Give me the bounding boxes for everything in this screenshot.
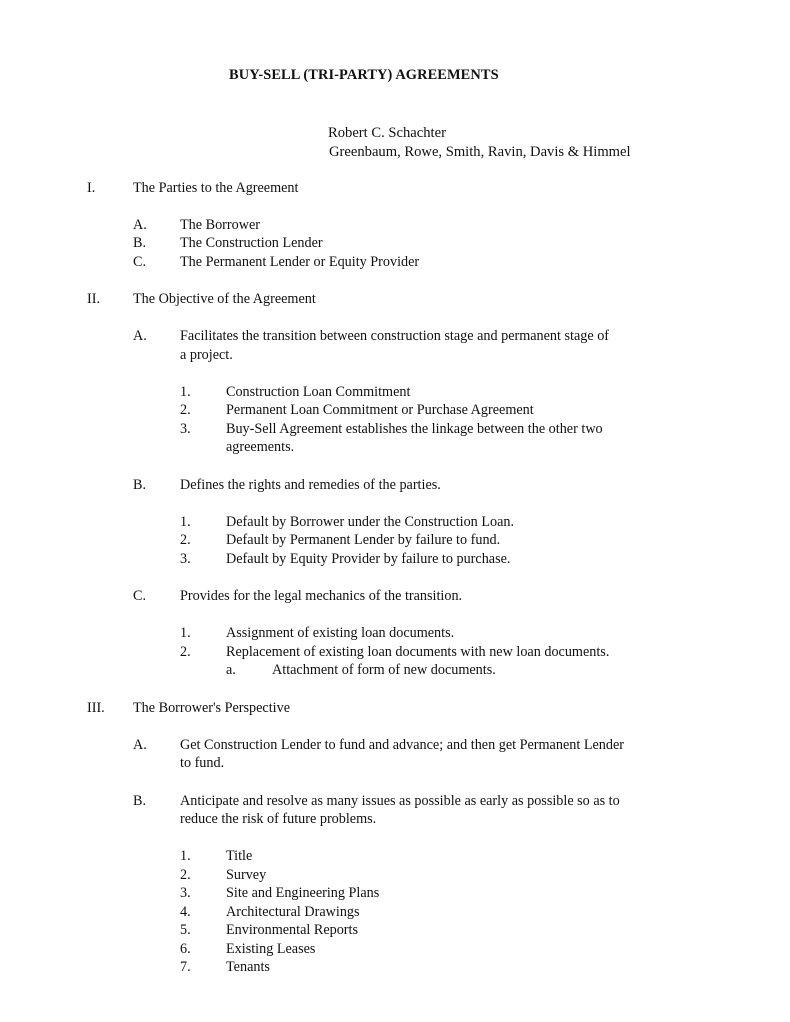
subitem-label: 2. xyxy=(180,532,191,548)
subitem-label: 3. xyxy=(180,421,191,437)
subitem: Default by Equity Provider by failure to purchase. xyxy=(226,551,511,567)
subitem-label: 1. xyxy=(180,514,191,530)
subitem: Assignment of existing loan documents. xyxy=(226,625,455,641)
section-heading: The Borrower's Perspective xyxy=(133,700,290,716)
subitem-label: 3. xyxy=(180,885,191,901)
subsubitem-label: a. xyxy=(226,662,236,678)
subitem-label: 4. xyxy=(180,904,191,920)
subitem-label: 1. xyxy=(180,625,191,641)
list-item: Facilitates the transition between construction stage and permanent stage of xyxy=(180,328,610,344)
subitem: Site and Engineering Plans xyxy=(226,885,380,901)
author-name: Robert C. Schachter xyxy=(328,125,446,141)
list-item: The Borrower xyxy=(180,217,260,233)
section-number: III. xyxy=(87,700,105,716)
item-label: B. xyxy=(133,793,147,809)
subitem: Buy-Sell Agreement establishes the linkage between the other two xyxy=(226,421,603,437)
list-item: The Construction Lender xyxy=(180,235,323,251)
subitem-label: 6. xyxy=(180,941,191,957)
subitem-continuation: agreements. xyxy=(226,439,295,455)
section-number: I. xyxy=(87,180,96,196)
subsubitem: Attachment of form of new documents. xyxy=(272,662,496,678)
subitem: Permanent Loan Commitment or Purchase Agreement xyxy=(226,402,534,418)
list-item: The Permanent Lender or Equity Provider xyxy=(180,254,420,270)
subitem: Existing Leases xyxy=(226,941,316,957)
subitem: Construction Loan Commitment xyxy=(226,384,411,400)
subitem-label: 5. xyxy=(180,922,191,938)
subitem: Title xyxy=(226,848,253,864)
list-item-continuation: a project. xyxy=(180,347,233,363)
subitem-label: 2. xyxy=(180,402,191,418)
subitem-label: 1. xyxy=(180,848,191,864)
item-label: C. xyxy=(133,588,147,604)
item-label: B. xyxy=(133,235,147,251)
subitem-label: 1. xyxy=(180,384,191,400)
list-item: Get Construction Lender to fund and advance; and then get Permanent Lender xyxy=(180,737,624,753)
subitem: Replacement of existing loan documents with new loan documents. xyxy=(226,644,610,660)
subitem-label: 2. xyxy=(180,644,191,660)
item-label: C. xyxy=(133,254,147,270)
list-item: Provides for the legal mechanics of the transition. xyxy=(180,588,463,604)
list-item: Defines the rights and remedies of the parties. xyxy=(180,477,441,493)
subitem-label: 3. xyxy=(180,551,191,567)
item-label: B. xyxy=(133,477,147,493)
list-item: Anticipate and resolve as many issues as possible as early as possible so as to xyxy=(180,793,620,809)
subitem: Environmental Reports xyxy=(226,922,358,938)
section-number: II. xyxy=(87,291,100,307)
list-item-continuation: to fund. xyxy=(180,755,225,771)
item-label: A. xyxy=(133,328,147,344)
section-heading: The Objective of the Agreement xyxy=(133,291,316,307)
subitem-label: 7. xyxy=(180,959,191,975)
list-item-continuation: reduce the risk of future problems. xyxy=(180,811,377,827)
subitem: Default by Borrower under the Construction Loan. xyxy=(226,514,515,530)
section-heading: The Parties to the Agreement xyxy=(133,180,299,196)
subitem: Tenants xyxy=(226,959,270,975)
document-title: BUY-SELL (TRI-PARTY) AGREEMENTS xyxy=(229,67,499,83)
law-firm-name: Greenbaum, Rowe, Smith, Ravin, Davis & Himmel xyxy=(329,144,631,160)
subitem: Default by Permanent Lender by failure to fund. xyxy=(226,532,501,548)
subitem-label: 2. xyxy=(180,867,191,883)
item-label: A. xyxy=(133,217,147,233)
item-label: A. xyxy=(133,737,147,753)
subitem: Survey xyxy=(226,867,267,883)
subitem: Architectural Drawings xyxy=(226,904,360,920)
